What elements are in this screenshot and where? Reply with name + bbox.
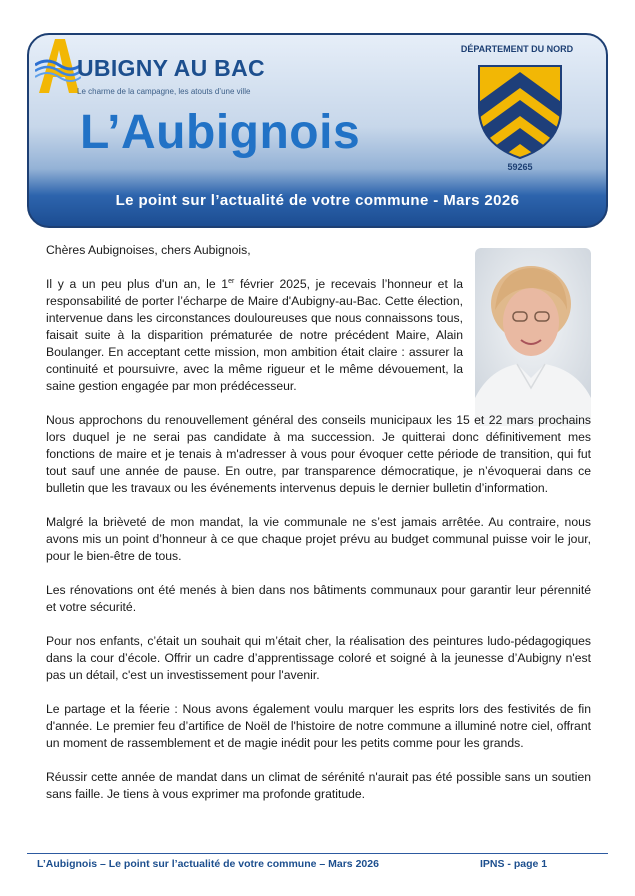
paragraph-5: Pour nos enfants, c’était un souhait qui m’était cher, la réalisation des peintures ludo-pédagogiques dans la cour d’école. Offrir un cadre d’apprentissage coloré et soigné à la jeunesse d’Aubigny n'est pas un détail, c'est un investissement pour l'avenir. bbox=[46, 634, 591, 682]
town-logo-icon bbox=[35, 37, 81, 95]
footer-title: L’Aubignois – Le point sur l’actualité de votre commune – Mars 2026 bbox=[37, 858, 379, 870]
footer-divider bbox=[27, 853, 608, 854]
paragraph-1-superscript: er bbox=[228, 278, 235, 285]
town-tagline: Le charme de la campagne, les atouts d’une ville bbox=[77, 87, 251, 96]
postcode: 59265 bbox=[507, 162, 533, 172]
department-label: DÉPARTEMENT DU NORD bbox=[460, 44, 574, 54]
paragraph-2: Nous approchons du renouvellement général des conseils municipaux les 15 et 22 mars prochains lors duquel je ne serai pas candidate à ma succession. Je quitterai donc définitivement mes fonctions de maire et je tenais à m'adresser à vous pour évoquer cette période de transition, qui fut tout sauf une année de pause. En outre, par transparence démocratique, je n’évoquerai dans ce bulletin que les travaux ou les événements intervenus depuis le dernier bulletin d’information. bbox=[46, 413, 591, 495]
paragraph-1 bbox=[46, 276, 463, 395]
paragraph-1-rest: février 2025, je recevais l’honneur et la responsabilité de porter l’écharpe de Maire d'Aubigny-au-Bac. Cette élection, intervenue dans les circonstances douloureuses que nous connaissons tous, faisait suite à la disparition prématurée de notre précédent Maire, Alain Boulanger. En acceptant cette mission, mon ambition était claire : assurer la continuité et poursuivre, avec la même rigueur et le même dévouement, la saine gestion engagée par mon prédécesseur. bbox=[46, 277, 463, 393]
greeting: Chères Aubignoises, chers Aubignois, bbox=[46, 243, 251, 257]
town-name: UBIGNY AU BAC bbox=[77, 55, 265, 81]
footer-page-number: IPNS - page 1 bbox=[480, 858, 548, 870]
paragraph-4: Les rénovations ont été menés à bien dans nos bâtiments communaux pour garantir leur pérennité et votre sécurité. bbox=[46, 583, 591, 614]
paragraph-3: Malgré la brièveté de mon mandat, la vie communale ne s’est jamais arrêtée. Au contraire, nous avons mis un point d’honneur à ce que chaque projet prévu au budget communal puisse voir le jour, pour le bien-être de tous. bbox=[46, 515, 591, 563]
paragraph-1-start: Il y a un peu plus d'un an, le 1 bbox=[46, 277, 229, 291]
bulletin-title: L’Aubignois bbox=[80, 106, 361, 159]
article-body bbox=[46, 242, 591, 820]
bulletin-subtitle: Le point sur l’actualité de votre commune - Mars 2026 bbox=[115, 192, 520, 209]
paragraph-6: Le partage et la féerie : Nous avons également voulu marquer les esprits lors des festivités de fin d'année. Le premier feu d’artifice de Noël de l'histoire de notre commune a illuminé notre ciel, offrant un moment de rassemblement et de magie inédit pour les petits comme pour les grands. bbox=[46, 702, 591, 750]
coat-of-arms-icon bbox=[475, 62, 565, 160]
paragraph-7: Réussir cette année de mandat dans un climat de sérénité n'aurait pas été possible sans un soutien sans faille. Je tiens à vous exprimer ma profonde gratitude. bbox=[46, 770, 591, 801]
